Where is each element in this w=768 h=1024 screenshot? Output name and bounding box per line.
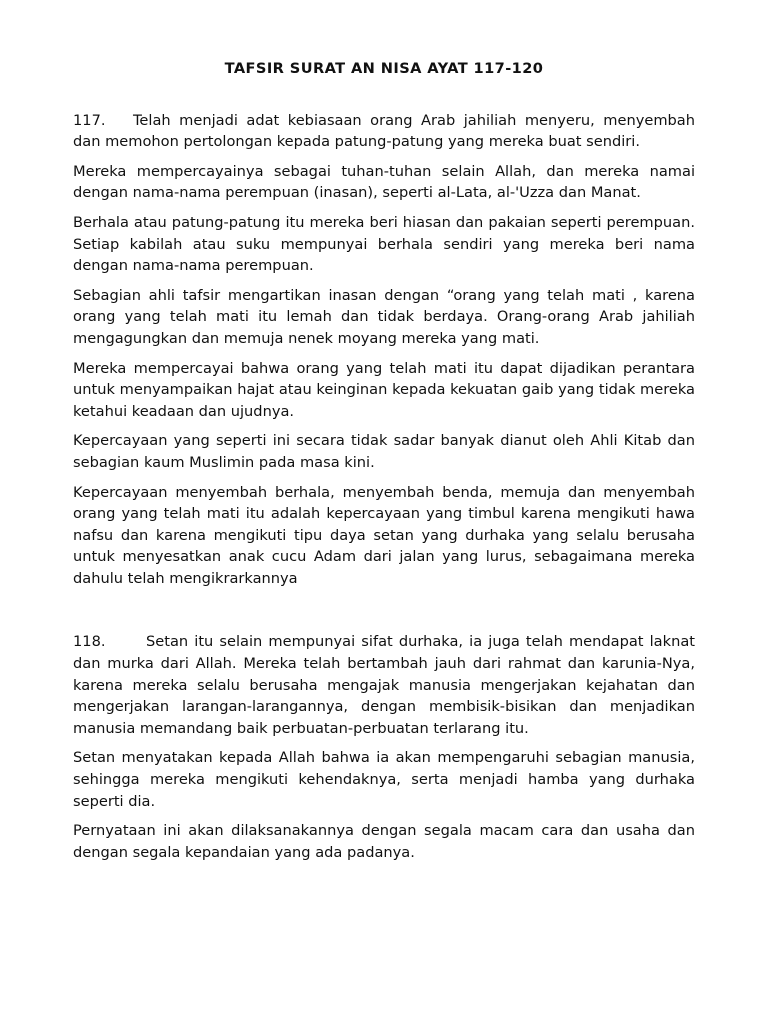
paragraph-text: Setan itu selain mempunyai sifat durhaka, ia juga telah mendapat laknat dan murka dari Allah. Mereka telah bertambah jauh dari rahmat dan karunia-Nya, karena mereka selalu berusaha mengajak manusia mengerjakan kejahatan dan mengerjakan larangan-larangannya, dengan membisik-bisikan dan menjadikan manusia memandang baik perbuatan-perbuatan terlarang itu. (73, 633, 695, 737)
paragraph-118-1 (73, 631, 695, 739)
paragraph-text: Telah menjadi adat kebiasaan orang Arab jahiliah menyeru, menyembah dan memohon pertolongan kepada patung-patung yang mereka buat sendiri. (73, 111, 695, 151)
document-page (73, 58, 695, 871)
paragraph-118-2: Setan menyatakan kepada Allah bahwa ia akan mempengaruhi sebagian manusia, sehingga mereka mengikuti kehendaknya, serta menjadi hamba yang durhaka seperti dia. (73, 749, 695, 810)
document-title: TAFSIR SURAT AN NISA AYAT 117-120 (224, 60, 544, 77)
verse-number-117: 117. (73, 111, 106, 129)
paragraph-117-2: Mereka mempercayainya sebagai tuhan-tuhan selain Allah, dan mereka namai dengan nama-nama perempuan (inasan), seperti al-Lata, al-'Uzza dan Manat. (73, 162, 695, 202)
paragraph-117-1 (73, 110, 695, 153)
verse-number-118: 118. (73, 633, 106, 651)
paragraph-117-5: Mereka mempercayai bahwa orang yang telah mati itu dapat dijadikan perantara untuk menyampaikan hajat atau keinginan kepada kekuatan gaib yang tidak mereka ketahui keadaan dan ujudnya. (73, 359, 695, 420)
paragraph-118-3: Pernyataan ini akan dilaksanakannya dengan segala macam cara dan usaha dan dengan segala kepandaian yang ada padanya. (73, 822, 695, 861)
paragraph-117-7: Kepercayaan menyembah berhala, menyembah benda, memuja dan menyembah orang yang telah mati itu adalah kepercayaan yang timbul karena mengikuti hawa nafsu dan karena mengikuti tipu daya setan yang durhaka yang selalu berusaha untuk menyesatkan anak cucu Adam dari jalan yang lurus, sebagaimana mereka dahulu telah mengikrarkannya (73, 483, 695, 587)
paragraph-117-3: Berhala atau patung-patung itu mereka beri hiasan dan pakaian seperti perempuan. Setiap kabilah atau suku mempunyai berhala sendiri yang mereka beri nama dengan nama-nama perempuan. (73, 213, 695, 275)
paragraph-117-6: Kepercayaan yang seperti ini secara tidak sadar banyak dianut oleh Ahli Kitab dan sebagian kaum Muslimin pada masa kini. (73, 432, 695, 471)
paragraph-117-4: Sebagian ahli tafsir mengartikan inasan dengan “orang yang telah mati , karena orang yang telah mati itu lemah dan tidak berdaya. Orang-orang Arab jahiliah mengagungkan dan memuja nenek moyang mereka yang mati. (73, 286, 695, 347)
